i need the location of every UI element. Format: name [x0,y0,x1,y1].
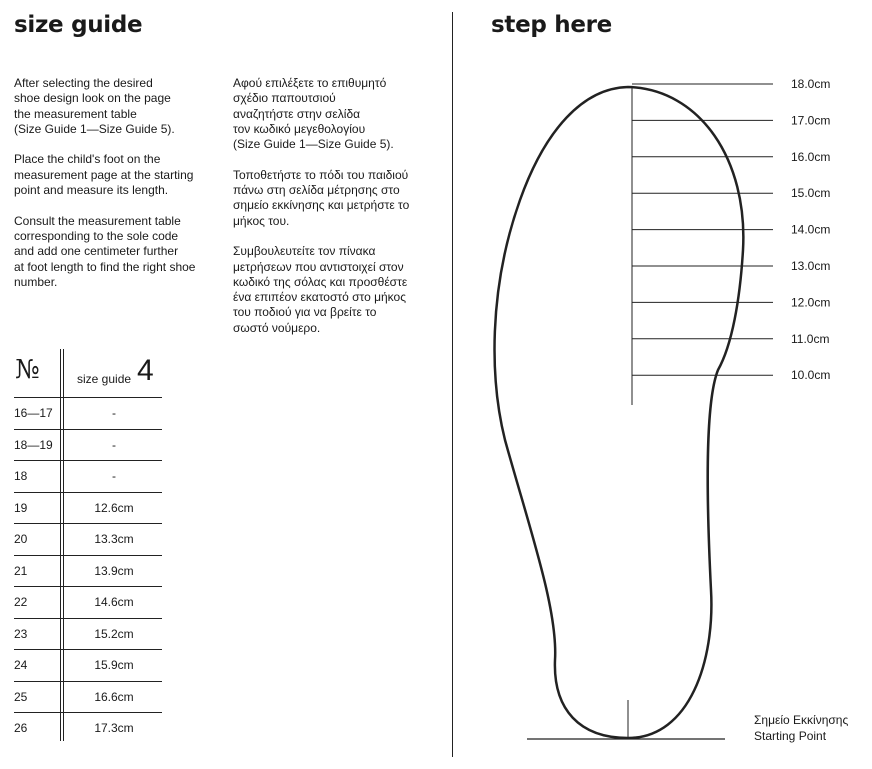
size-cell: 25 [14,689,28,704]
length-cell: 12.6cm [94,500,134,515]
size-cell: 24 [14,658,28,672]
length-cell: 15.2cm [94,626,134,641]
starting-point-greek: Σημείο Εκκίνησης [754,713,849,727]
ruler-label: 16.0cm [791,149,831,164]
length-cell: 16.6cm [94,689,134,704]
ruler-label: 14.0cm [791,222,831,237]
greek-step-2: Τοποθετήστε το πόδι του παιδιού πάνω στη σελίδα μέτρησης στο σημείο εκκίνησης και μετρήστε το μήκος του. [233,167,410,228]
english-step-1: After selecting the desired shoe design look on the page the measurement table (Size Guide 1—Size Guide 5). [14,76,175,136]
size-cell: 23 [14,626,28,641]
starting-point-label [754,712,848,744]
size-guide-label: size guide [77,372,132,386]
size-cell: 19 [14,500,28,515]
size-cell: 22 [14,595,28,609]
foot-outline [495,87,744,738]
length-cell: - [112,406,116,420]
english-step-3: Consult the measurement table corresponding to the sole code and add one centimeter further at foot length to find the right shoe number. [14,213,196,289]
ruler-label: 17.0cm [791,113,831,128]
length-cell: - [112,437,116,452]
length-cell: 13.9cm [94,563,134,578]
size-cell: 20 [14,532,28,546]
number-symbol: № [15,355,39,385]
size-guide-number: 4 [137,354,154,387]
step-here-title: step here [491,12,612,38]
ruler-label: 11.0cm [791,331,830,346]
starting-point-english: Starting Point [754,729,827,743]
length-cell: 15.9cm [94,658,134,672]
size-cell: 26 [14,721,28,735]
greek-step-1: Αφού επιλέξετε το επιθυμητό σχέδιο παπουτσιού αναζητήστε στην σελίδα τον κωδικό μεγεθολογίου (Size Guide 1—Size Guide 5). [233,76,394,152]
length-cell: 14.6cm [94,595,134,609]
length-cell: 17.3cm [94,721,134,735]
ruler-label: 13.0cm [791,259,831,273]
english-step-2: Place the child's foot on the measurement page at the starting point and measure its length. [14,152,194,198]
ruler-label: 18.0cm [791,77,831,91]
length-cell: 13.3cm [94,532,134,546]
greek-step-3: Συμβουλευτείτε τον πίνακα μετρήσεων που αντιστοιχεί στον κωδικό της σόλας και προσθέστε ένα επιπέον εκατοστό στο μήκος του ποδιού για να βρείτε το σωστό νούμερο. [233,244,408,335]
size-cell: 18 [14,469,28,483]
ruler-label: 10.0cm [791,368,831,383]
length-cell: - [112,469,116,483]
size-cell: 16—17 [14,406,53,420]
ruler-label: 15.0cm [791,186,831,201]
size-cell: 21 [14,563,28,578]
ruler-label: 12.0cm [791,295,831,310]
size-guide-title: size guide [14,12,143,38]
size-cell: 18—19 [14,437,53,452]
